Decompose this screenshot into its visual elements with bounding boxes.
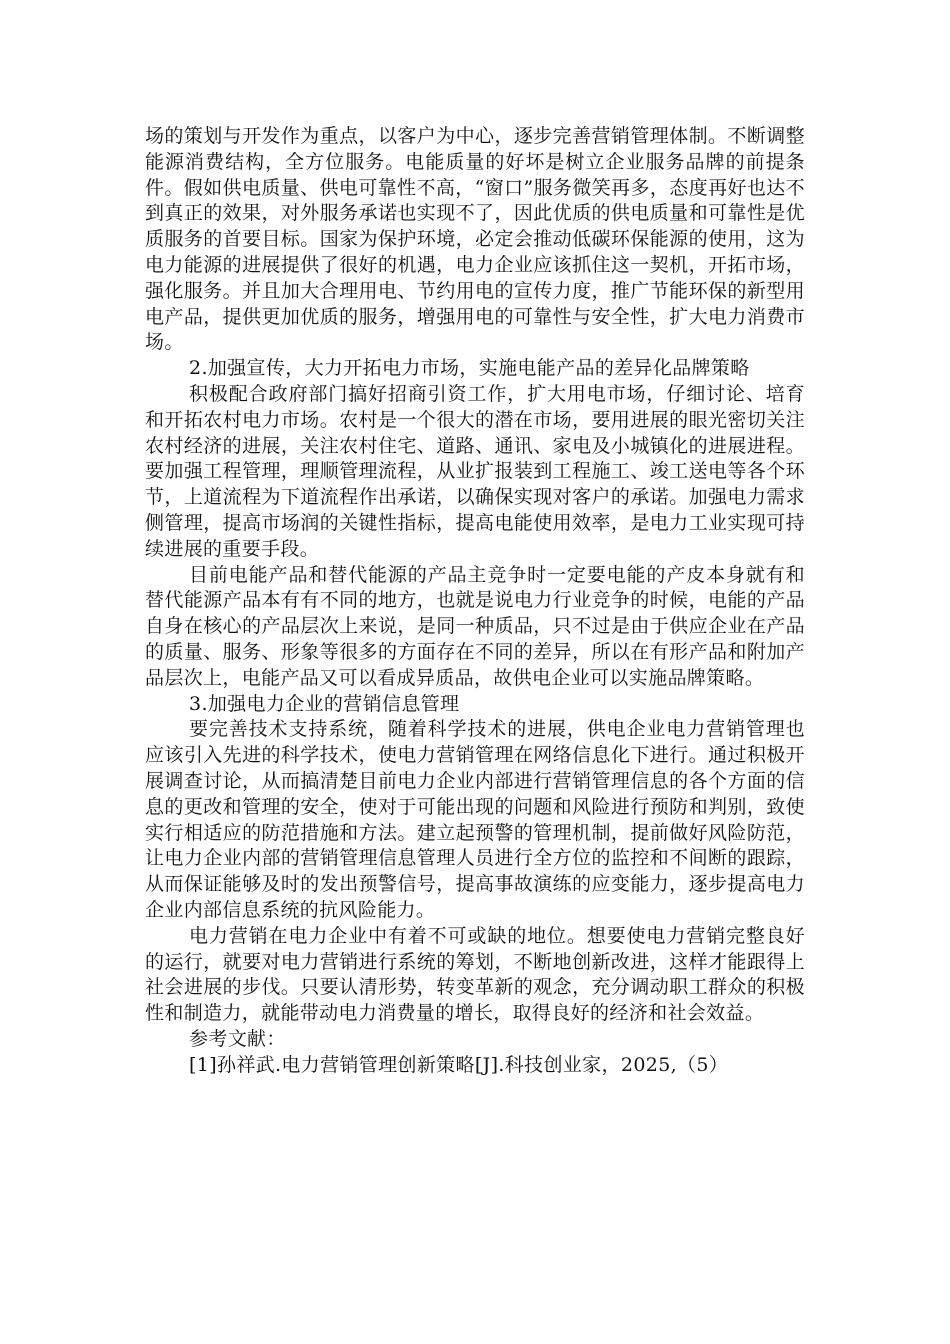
references-heading: 参考文献： [189, 1027, 286, 1050]
body-paragraph-4: 要完善技术支持系统，随着科学技术的进展，供电企业电力营销管理也应该引入先进的科学技术，使电力营销管理在网络信息化下进行。通过积极开展调查讨论，从而搞清楚目前电力企业内部进行营销管理信息的各个方面的信息的更改和管理的安全，使对于可能出现的问题和风险进行预防和判别，致使实行相适应的防范措施和方法。建立起预警的管理机制，提前做好风险防范，让电力企业内部的营销管理信息管理人员进行全方位的监控和不间断的跟踪，从而保证能够及时的发出预警信号，提高事故演练的应变能力，逐步提高电力企业内部信息系统的抗风险能力。 [145, 718, 805, 921]
body-paragraph-5: 电力营销在电力企业中有着不可或缺的地位。想要使电力营销完整良好的运行，就要对电力营销进行系统的筹划，不断地创新改进，这样才能跟得上社会进展的步伐。只要认清形势，转变革新的观念，充分调动职工群众的积极性和制造力，就能带动电力消费量的增长，取得良好的经济和社会效益。 [145, 924, 805, 1025]
document-body [145, 124, 805, 1078]
section-heading-3: 3.加强电力企业的营销信息管理 [189, 692, 460, 715]
body-paragraph-1: 场的策划与开发作为重点，以客户为中心，逐步完善营销管理体制。不断调整能源消费结构，全方位服务。电能质量的好坏是树立企业服务品牌的前提条件。假如供电质量、供电可靠性不高，“窗口”服务微笑再多，态度再好也达不到真正的效果，对外服务承诺也实现不了，因此优质的供电质量和可靠性是优质服务的首要目标。国家为保护环境，必定会推动低碳环保能源的使用，这为电力能源的进展提供了很好的机遇，电力企业应该抓住这一契机，开拓市场，强化服务。并且加大合理用电、节约用电的宣传力度，推广节能环保的新型用电产品，提供更加优质的服务，增强用电的可靠性与安全性，扩大电力消费市场。 [145, 125, 805, 354]
body-paragraph-3: 目前电能产品和替代能源的产品主竞争时一定要电能的产皮本身就有和替代能源产品本有有不同的地方，也就是说电力行业竞争的时候，电能的产品自身在核心的产品层次上来说，是同一种质品，只不过是由于供应企业在产品的质量、服务、形象等很多的方面存在不同的差异，所以在有形产品和附加产品层次上，电能产品又可以看成异质品，故供电企业可以实施品牌策略。 [145, 563, 805, 689]
reference-item-1: [1]孙祥武.电力营销管理创新策略[J].科技创业家，2025,（5） [189, 1053, 729, 1076]
section-heading-2: 2.加强宣传，大力开拓电力市场，实施电能产品的差异化品牌策略 [189, 357, 750, 380]
body-paragraph-2: 积极配合政府部门搞好招商引资工作，扩大用电市场，仔细讨论、培育和开拓农村电力市场。农村是一个很大的潜在市场，要用进展的眼光密切关注农村经济的进展，关注农村住宅、道路、通讯、家电及小城镇化的进展进程。要加强工程管理，理顺管理流程，从业扩报装到工程施工、竣工送电等各个环节，上道流程为下道流程作出承诺，以确保实现对客户的承诺。加强电力需求侧管理，提高市场润的关键性指标，提高电能使用效率，是电力工业实现可持续进展的重要手段。 [145, 382, 805, 560]
